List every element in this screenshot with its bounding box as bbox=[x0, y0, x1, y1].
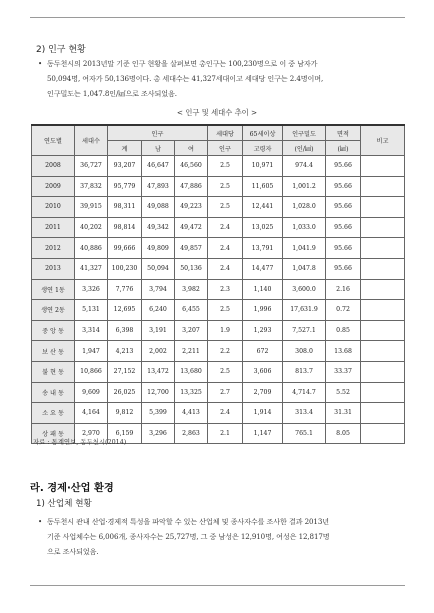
table-cell: 47,893 bbox=[142, 176, 175, 197]
table-cell: 6,159 bbox=[108, 423, 142, 444]
row-label: 2011 bbox=[32, 217, 75, 238]
table-cell: 0.72 bbox=[326, 300, 361, 321]
table-row bbox=[32, 238, 405, 259]
table-cell: 6,455 bbox=[175, 300, 208, 321]
table-row bbox=[32, 320, 405, 341]
table-cell: 2.2 bbox=[208, 341, 243, 362]
table-cell bbox=[361, 382, 405, 403]
table-row bbox=[32, 217, 405, 238]
table-cell: 3,296 bbox=[142, 423, 175, 444]
header-female: 여 bbox=[175, 141, 208, 156]
table-cell: 6,398 bbox=[108, 320, 142, 341]
header-elderly-unit: 고령자 bbox=[243, 141, 283, 156]
table-caption: < 인구 및 세대수 추이 > bbox=[176, 108, 258, 117]
table-cell: 3,191 bbox=[142, 320, 175, 341]
table-cell: 93,207 bbox=[108, 156, 142, 177]
table-cell: 49,342 bbox=[142, 217, 175, 238]
table-cell: 2.4 bbox=[208, 403, 243, 424]
bullet-icon: • bbox=[38, 517, 43, 526]
table-cell: 46,647 bbox=[142, 156, 175, 177]
table-cell: 308.0 bbox=[283, 341, 326, 362]
table-cell: 99,666 bbox=[108, 238, 142, 259]
table-cell: 2.16 bbox=[326, 279, 361, 300]
table-cell: 95.66 bbox=[326, 258, 361, 279]
table-cell bbox=[361, 320, 405, 341]
table-cell: 3,207 bbox=[175, 320, 208, 341]
table-cell: 14,477 bbox=[243, 258, 283, 279]
table-cell: 13,472 bbox=[142, 361, 175, 382]
paragraph-line: 으로 조사되었음. bbox=[47, 547, 99, 556]
table-cell: 1,047.8 bbox=[283, 258, 326, 279]
table-cell: 2,002 bbox=[142, 341, 175, 362]
table-cell: 2.5 bbox=[208, 361, 243, 382]
header-population: 인구 bbox=[108, 125, 208, 141]
table-row bbox=[32, 361, 405, 382]
row-label: 2010 bbox=[32, 197, 75, 218]
header-area-unit: (㎢) bbox=[326, 141, 361, 156]
table-cell: 41,327 bbox=[75, 258, 108, 279]
table-cell: 10,971 bbox=[243, 156, 283, 177]
table-cell bbox=[361, 403, 405, 424]
table-row bbox=[32, 176, 405, 197]
header-total: 계 bbox=[108, 141, 142, 156]
table-cell: 1,140 bbox=[243, 279, 283, 300]
economy-heading: 라. 경제·산업 환경 bbox=[30, 483, 114, 494]
table-cell: 98,814 bbox=[108, 217, 142, 238]
table-cell: 9,609 bbox=[75, 382, 108, 403]
table-cell: 5,131 bbox=[75, 300, 108, 321]
table-cell: 37,832 bbox=[75, 176, 108, 197]
population-paragraph bbox=[38, 56, 419, 101]
table-cell bbox=[361, 423, 405, 444]
table-cell: 2,211 bbox=[175, 341, 208, 362]
header-density: 인구밀도 bbox=[283, 125, 326, 141]
table-cell: 8.05 bbox=[326, 423, 361, 444]
table-cell: 95,779 bbox=[108, 176, 142, 197]
table-cell: 36,727 bbox=[75, 156, 108, 177]
row-label: 소 요 동 bbox=[32, 403, 75, 424]
header-rule bbox=[30, 17, 405, 18]
table-cell: 0.85 bbox=[326, 320, 361, 341]
population-subheading: 2) 인구 현황 bbox=[36, 45, 86, 55]
table-cell: 13,325 bbox=[175, 382, 208, 403]
table-cell: 13,680 bbox=[175, 361, 208, 382]
table-cell: 3,600.0 bbox=[283, 279, 326, 300]
table-cell bbox=[361, 300, 405, 321]
table-cell: 10,866 bbox=[75, 361, 108, 382]
table-cell: 1,914 bbox=[243, 403, 283, 424]
table-cell bbox=[361, 217, 405, 238]
table-cell: 2.3 bbox=[208, 279, 243, 300]
paragraph-line: 50,094명, 여자가 50,136명이다. 총 세대수는 41,327세대이고 세대당 인구는 2.4명이며, bbox=[47, 74, 324, 83]
table-cell: 1,996 bbox=[243, 300, 283, 321]
population-table bbox=[31, 124, 405, 444]
table-cell: 2.4 bbox=[208, 238, 243, 259]
table-cell: 3,606 bbox=[243, 361, 283, 382]
row-label: 생연 2동 bbox=[32, 300, 75, 321]
table-cell: 95.66 bbox=[326, 176, 361, 197]
header-area: 면적 bbox=[326, 125, 361, 141]
row-label: 생연 1동 bbox=[32, 279, 75, 300]
table-cell: 2.5 bbox=[208, 197, 243, 218]
table-cell: 49,088 bbox=[142, 197, 175, 218]
table-cell bbox=[361, 176, 405, 197]
row-label: 불 현 동 bbox=[32, 361, 75, 382]
row-label: 2012 bbox=[32, 238, 75, 259]
table-row bbox=[32, 300, 405, 321]
table-row bbox=[32, 382, 405, 403]
paragraph-line: 동두천시 관내 산업·경제적 특성을 파악할 수 있는 산업체 및 종사자수를 조사한 결과 2013년 bbox=[47, 517, 330, 526]
table-cell: 765.1 bbox=[283, 423, 326, 444]
table-cell bbox=[361, 341, 405, 362]
table-cell: 1.9 bbox=[208, 320, 243, 341]
table-cell: 813.7 bbox=[283, 361, 326, 382]
table-row bbox=[32, 156, 405, 177]
table-cell: 31.31 bbox=[326, 403, 361, 424]
table-cell: 49,223 bbox=[175, 197, 208, 218]
table-cell: 33.37 bbox=[326, 361, 361, 382]
table-cell: 12,441 bbox=[243, 197, 283, 218]
header-per-household: 세대당 bbox=[208, 125, 243, 141]
table-cell: 2,863 bbox=[175, 423, 208, 444]
table-cell: 50,136 bbox=[175, 258, 208, 279]
table-cell: 13,025 bbox=[243, 217, 283, 238]
table-cell bbox=[361, 361, 405, 382]
paragraph-line: 기준 사업체수는 6,006개, 종사자수는 25,727명, 그 중 남성은 12,910명, 여성은 12,817명 bbox=[47, 532, 330, 541]
table-row bbox=[32, 197, 405, 218]
table-cell: 3,794 bbox=[142, 279, 175, 300]
table-row bbox=[32, 279, 405, 300]
table-cell: 2.4 bbox=[208, 258, 243, 279]
table-cell: 2,970 bbox=[75, 423, 108, 444]
row-label: 중 앙 동 bbox=[32, 320, 75, 341]
table-cell: 47,886 bbox=[175, 176, 208, 197]
table-cell: 40,202 bbox=[75, 217, 108, 238]
paragraph-line: 동두천시의 2013년말 기준 인구 현황을 살펴보면 총인구는 100,230명으로 이 중 남자가 bbox=[47, 59, 318, 68]
table-cell bbox=[361, 197, 405, 218]
row-label: 2008 bbox=[32, 156, 75, 177]
table-cell: 974.4 bbox=[283, 156, 326, 177]
header-year: 연도별 bbox=[32, 125, 75, 156]
table-cell: 95.66 bbox=[326, 156, 361, 177]
table-cell: 5.52 bbox=[326, 382, 361, 403]
table-cell: 40,886 bbox=[75, 238, 108, 259]
table-cell: 1,147 bbox=[243, 423, 283, 444]
table-cell: 50,094 bbox=[142, 258, 175, 279]
bullet-icon: • bbox=[38, 59, 43, 68]
table-cell: 46,560 bbox=[175, 156, 208, 177]
industry-paragraph bbox=[38, 514, 419, 559]
table-cell: 13.68 bbox=[326, 341, 361, 362]
table-cell: 2.5 bbox=[208, 300, 243, 321]
table-cell: 1,293 bbox=[243, 320, 283, 341]
table-cell: 4,213 bbox=[108, 341, 142, 362]
table-cell: 49,472 bbox=[175, 217, 208, 238]
table-cell: 1,041.9 bbox=[283, 238, 326, 259]
table-cell: 95.66 bbox=[326, 197, 361, 218]
header-households: 세대수 bbox=[75, 125, 108, 156]
row-label: 보 산 동 bbox=[32, 341, 75, 362]
row-label: 2009 bbox=[32, 176, 75, 197]
table-cell: 27,152 bbox=[108, 361, 142, 382]
table-cell: 7,776 bbox=[108, 279, 142, 300]
footer-rule bbox=[30, 585, 405, 586]
table-row bbox=[32, 403, 405, 424]
table-source: 자료 : 통계연보, 동두천시(2014) bbox=[33, 438, 127, 446]
row-label: 2013 bbox=[32, 258, 75, 279]
table-cell: 26,025 bbox=[108, 382, 142, 403]
table-row bbox=[32, 341, 405, 362]
table-row bbox=[32, 258, 405, 279]
header-density-unit: (인/㎢) bbox=[283, 141, 326, 156]
header-male: 남 bbox=[142, 141, 175, 156]
table-cell bbox=[361, 238, 405, 259]
table-cell: 49,857 bbox=[175, 238, 208, 259]
table-cell: 2.4 bbox=[208, 217, 243, 238]
table-cell: 95.66 bbox=[326, 238, 361, 259]
table-cell: 11,605 bbox=[243, 176, 283, 197]
table-cell bbox=[361, 156, 405, 177]
table-cell: 2.5 bbox=[208, 156, 243, 177]
table-cell: 313.4 bbox=[283, 403, 326, 424]
table-cell: 4,413 bbox=[175, 403, 208, 424]
table-cell: 2.7 bbox=[208, 382, 243, 403]
table-cell: 49,809 bbox=[142, 238, 175, 259]
row-label: 송 내 동 bbox=[32, 382, 75, 403]
table-cell: 95.66 bbox=[326, 217, 361, 238]
table-cell: 1,028.0 bbox=[283, 197, 326, 218]
header-note: 비고 bbox=[361, 125, 405, 156]
header-per-household-unit: 인구 bbox=[208, 141, 243, 156]
paragraph-line: 인구밀도는 1,047.8인/㎢으로 조사되었음. bbox=[47, 89, 177, 98]
table-cell: 12,700 bbox=[142, 382, 175, 403]
table-body bbox=[32, 156, 405, 444]
table-cell: 2.5 bbox=[208, 176, 243, 197]
table-cell: 2,709 bbox=[243, 382, 283, 403]
table-cell bbox=[361, 279, 405, 300]
table-cell: 3,314 bbox=[75, 320, 108, 341]
table-cell: 1,001.2 bbox=[283, 176, 326, 197]
table-cell: 9,812 bbox=[108, 403, 142, 424]
table-cell: 13,791 bbox=[243, 238, 283, 259]
header-elderly: 65세이상 bbox=[243, 125, 283, 141]
table-cell: 12,695 bbox=[108, 300, 142, 321]
table-cell: 100,230 bbox=[108, 258, 142, 279]
table-cell: 4,714.7 bbox=[283, 382, 326, 403]
table-cell: 5,399 bbox=[142, 403, 175, 424]
table-cell: 6,240 bbox=[142, 300, 175, 321]
table-cell: 3,326 bbox=[75, 279, 108, 300]
table-cell: 672 bbox=[243, 341, 283, 362]
table-cell bbox=[361, 258, 405, 279]
table-cell: 39,915 bbox=[75, 197, 108, 218]
table-cell: 1,947 bbox=[75, 341, 108, 362]
table-cell: 2.1 bbox=[208, 423, 243, 444]
table-cell: 7,527.1 bbox=[283, 320, 326, 341]
row-label: 상 패 동 bbox=[32, 423, 75, 444]
table-cell: 98,311 bbox=[108, 197, 142, 218]
table-cell: 17,631.9 bbox=[283, 300, 326, 321]
table-cell: 1,033.0 bbox=[283, 217, 326, 238]
table-cell: 4,164 bbox=[75, 403, 108, 424]
industry-subheading: 1) 산업체 현황 bbox=[36, 499, 92, 509]
table-cell: 3,982 bbox=[175, 279, 208, 300]
